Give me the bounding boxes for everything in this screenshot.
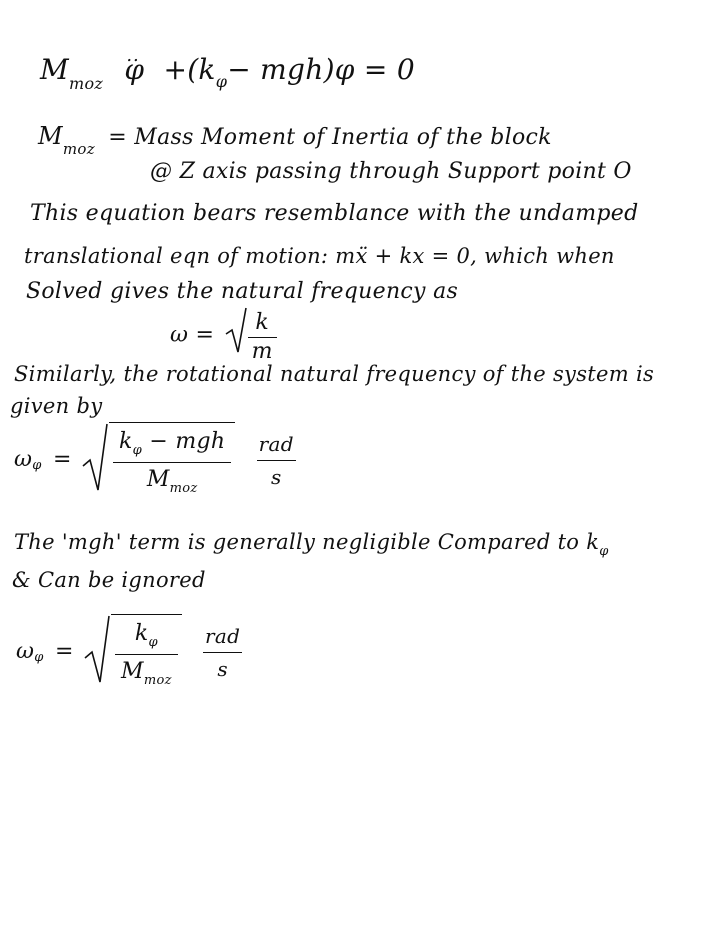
def-line1: = Mass Moment of Inertia of the block xyxy=(108,125,552,150)
omega-simple-den: m xyxy=(251,339,273,364)
para3-line1 xyxy=(14,528,609,560)
equation-of-motion xyxy=(40,50,415,94)
eq1-k-sub: φ xyxy=(215,72,228,91)
omega-reduced-lhs-sub: φ xyxy=(34,650,44,665)
omega-full-num-rest: − mgh xyxy=(142,429,226,454)
para3-line2-text: & Can be ignored xyxy=(12,568,206,592)
para1-line2 xyxy=(24,242,615,270)
omega-reduced-eq: = xyxy=(54,639,74,664)
omega-full-unit-num: rad xyxy=(257,429,296,461)
definition-line-1 xyxy=(38,122,552,158)
omega-full-lhs: ω xyxy=(14,447,33,472)
omega-reduced xyxy=(16,614,242,690)
para3-line1-sub: φ xyxy=(599,544,609,559)
para1-line2-a: translational eqn of motion: m xyxy=(24,244,356,268)
omega-reduced-lhs: ω xyxy=(16,639,35,664)
para1-line3-text: Solved gives the natural frequency as xyxy=(26,279,459,304)
omega-full-unit xyxy=(257,429,296,492)
definition-line-2 xyxy=(150,158,632,186)
def-m-sub: moz xyxy=(62,140,95,158)
omega-reduced-den: M xyxy=(120,659,144,684)
omega-reduced-num: k xyxy=(134,621,149,646)
omega-full-eq: = xyxy=(52,447,72,472)
para3-line2 xyxy=(12,566,206,594)
omega-full-den-sub: moz xyxy=(169,481,198,496)
omega-full-unit-den: s xyxy=(270,464,282,489)
omega-reduced-den-sub: moz xyxy=(143,673,172,688)
omega-simple-lhs: ω = xyxy=(170,322,215,348)
omega-reduced-unit-num: rad xyxy=(203,621,242,653)
omega-simple xyxy=(170,306,277,365)
para1-line3 xyxy=(26,278,458,306)
def-m: M xyxy=(38,122,63,150)
omega-full-lhs-sub: φ xyxy=(32,458,42,473)
radical-icon xyxy=(226,306,248,354)
omega-full xyxy=(14,422,296,498)
omega-full-sqrt xyxy=(83,422,235,498)
omega-full-den: M xyxy=(146,467,170,492)
omega-reduced-unit-den: s xyxy=(217,656,228,681)
eq1-rest-post: − mgh)φ = 0 xyxy=(227,53,415,86)
radical-icon xyxy=(83,422,109,492)
omega-full-num: k xyxy=(118,429,133,454)
para3-line1-a: The 'mgh' term is generally negligible Compared to k xyxy=(14,530,600,554)
eq1-m-sub: moz xyxy=(68,74,104,93)
para2-line1-text: Similarly, the rotational natural frequency of the system is xyxy=(14,362,655,386)
para1-line1-text: This equation bears resemblance with the undamped xyxy=(30,201,639,226)
eq1-rest-pre: +(k xyxy=(163,53,216,86)
omega-reduced-unit xyxy=(203,621,242,684)
omega-reduced-num-sub: φ xyxy=(148,635,158,650)
para2-line1 xyxy=(14,360,654,388)
sqrt-sign xyxy=(226,306,277,365)
para1-line2-xdd: ẍ xyxy=(355,244,368,268)
radical-icon xyxy=(85,614,111,684)
para2-line2 xyxy=(10,392,102,420)
omega-reduced-sqrt xyxy=(85,614,182,690)
eq1-m: M xyxy=(40,53,69,86)
def-line2: @ Z axis passing through Support point O xyxy=(150,159,632,184)
para2-line2-text: given by xyxy=(10,394,103,418)
omega-full-num-sub: φ xyxy=(132,443,143,458)
eq1-phi-ddot: .. φ xyxy=(124,50,144,90)
para1-line2-b: + kx = 0, which when xyxy=(367,244,615,268)
para1-line1 xyxy=(30,200,638,228)
omega-simple-num: k xyxy=(248,310,277,338)
